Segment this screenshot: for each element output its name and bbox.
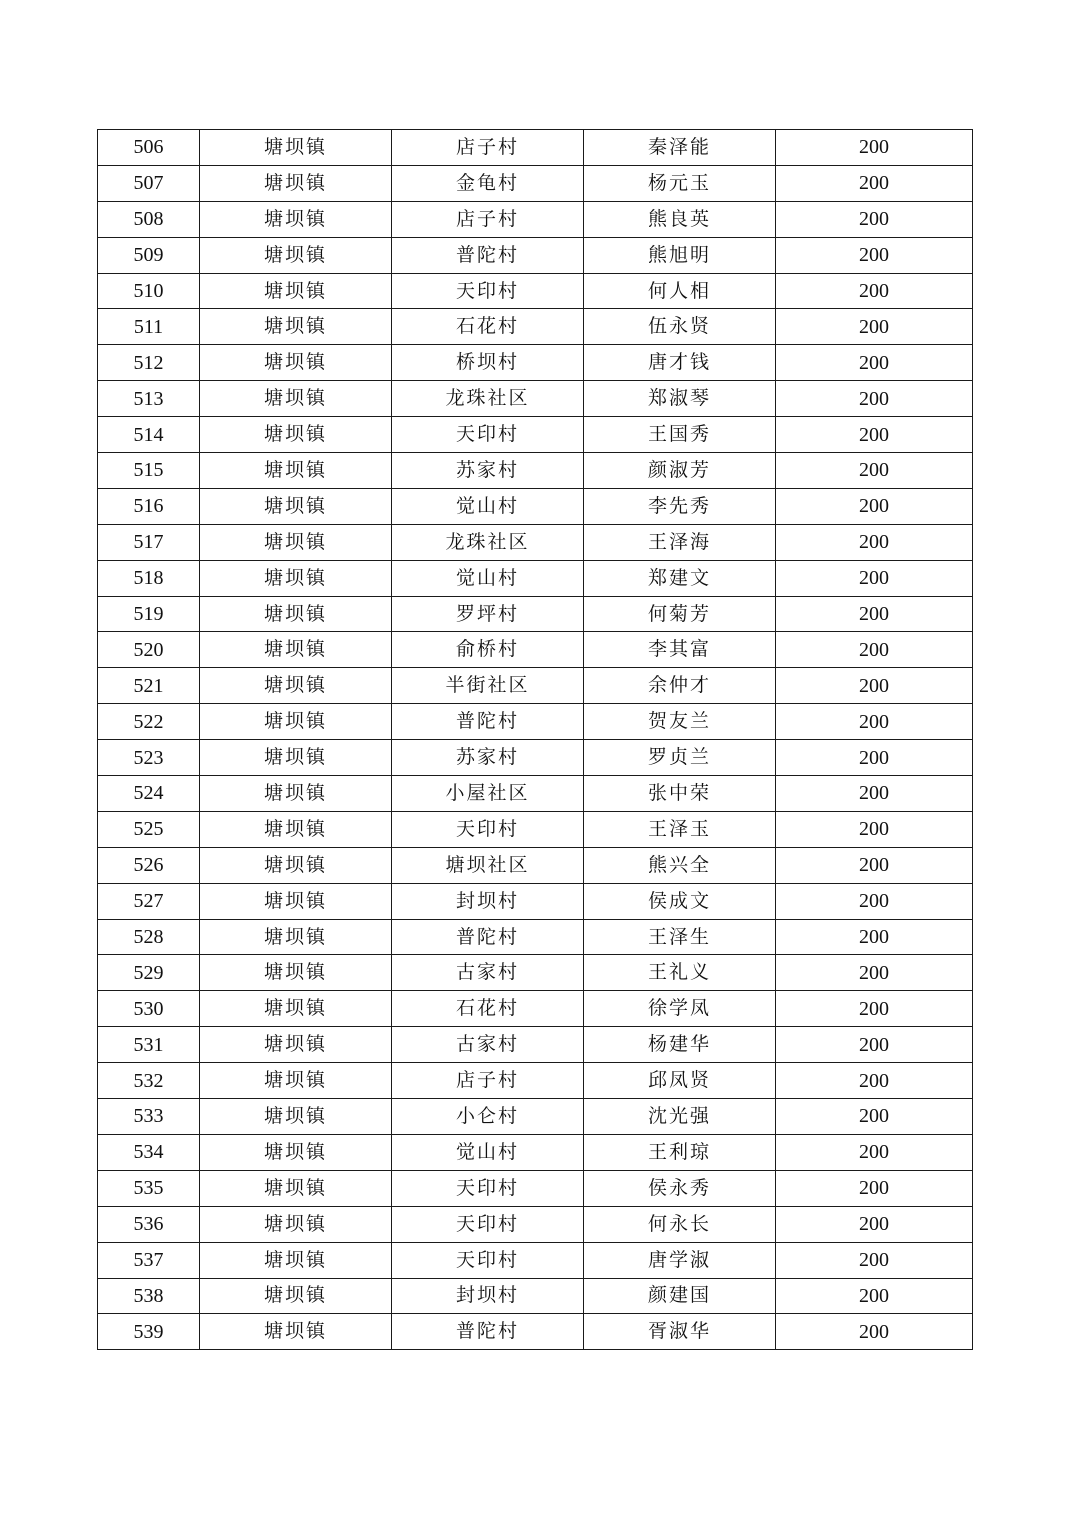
row-index-cell: 524 bbox=[98, 776, 200, 812]
row-index-cell: 508 bbox=[98, 201, 200, 237]
person-name-cell: 沈光强 bbox=[584, 1099, 776, 1135]
table-row bbox=[98, 1314, 973, 1350]
village-cell: 古家村 bbox=[392, 955, 584, 991]
town-cell: 塘坝镇 bbox=[200, 883, 392, 919]
row-index-cell: 528 bbox=[98, 919, 200, 955]
amount-cell: 200 bbox=[776, 309, 973, 345]
table-row bbox=[98, 1027, 973, 1063]
table-row bbox=[98, 668, 973, 704]
row-index-cell: 536 bbox=[98, 1206, 200, 1242]
person-name-cell: 侯成文 bbox=[584, 883, 776, 919]
town-cell: 塘坝镇 bbox=[200, 1170, 392, 1206]
table-row bbox=[98, 596, 973, 632]
person-name-cell: 颜建国 bbox=[584, 1278, 776, 1314]
village-cell: 小仑村 bbox=[392, 1099, 584, 1135]
village-cell: 觉山村 bbox=[392, 488, 584, 524]
village-cell: 天印村 bbox=[392, 1206, 584, 1242]
table-row bbox=[98, 1206, 973, 1242]
table-row bbox=[98, 237, 973, 273]
row-index-cell: 512 bbox=[98, 345, 200, 381]
town-cell: 塘坝镇 bbox=[200, 776, 392, 812]
row-index-cell: 514 bbox=[98, 417, 200, 453]
amount-cell: 200 bbox=[776, 345, 973, 381]
village-cell: 天印村 bbox=[392, 417, 584, 453]
village-cell: 石花村 bbox=[392, 309, 584, 345]
row-index-cell: 522 bbox=[98, 704, 200, 740]
amount-cell: 200 bbox=[776, 668, 973, 704]
table-row bbox=[98, 273, 973, 309]
table-row bbox=[98, 847, 973, 883]
town-cell: 塘坝镇 bbox=[200, 632, 392, 668]
village-cell: 店子村 bbox=[392, 130, 584, 166]
village-cell: 石花村 bbox=[392, 991, 584, 1027]
village-cell: 苏家村 bbox=[392, 453, 584, 489]
amount-cell: 200 bbox=[776, 488, 973, 524]
village-cell: 罗坪村 bbox=[392, 596, 584, 632]
row-index-cell: 506 bbox=[98, 130, 200, 166]
town-cell: 塘坝镇 bbox=[200, 165, 392, 201]
town-cell: 塘坝镇 bbox=[200, 560, 392, 596]
village-cell: 苏家村 bbox=[392, 740, 584, 776]
amount-cell: 200 bbox=[776, 1314, 973, 1350]
row-index-cell: 519 bbox=[98, 596, 200, 632]
village-cell: 金龟村 bbox=[392, 165, 584, 201]
table-row bbox=[98, 740, 973, 776]
amount-cell: 200 bbox=[776, 740, 973, 776]
person-name-cell: 伍永贤 bbox=[584, 309, 776, 345]
row-index-cell: 511 bbox=[98, 309, 200, 345]
row-index-cell: 529 bbox=[98, 955, 200, 991]
row-index-cell: 517 bbox=[98, 524, 200, 560]
town-cell: 塘坝镇 bbox=[200, 453, 392, 489]
table-row bbox=[98, 381, 973, 417]
table-row bbox=[98, 1278, 973, 1314]
table-row bbox=[98, 130, 973, 166]
town-cell: 塘坝镇 bbox=[200, 1099, 392, 1135]
village-cell: 小屋社区 bbox=[392, 776, 584, 812]
person-name-cell: 秦泽能 bbox=[584, 130, 776, 166]
person-name-cell: 王泽海 bbox=[584, 524, 776, 560]
table-row bbox=[98, 1099, 973, 1135]
town-cell: 塘坝镇 bbox=[200, 309, 392, 345]
town-cell: 塘坝镇 bbox=[200, 273, 392, 309]
row-index-cell: 507 bbox=[98, 165, 200, 201]
row-index-cell: 530 bbox=[98, 991, 200, 1027]
amount-cell: 200 bbox=[776, 1063, 973, 1099]
village-cell: 古家村 bbox=[392, 1027, 584, 1063]
amount-cell: 200 bbox=[776, 847, 973, 883]
town-cell: 塘坝镇 bbox=[200, 417, 392, 453]
town-cell: 塘坝镇 bbox=[200, 130, 392, 166]
town-cell: 塘坝镇 bbox=[200, 381, 392, 417]
row-index-cell: 535 bbox=[98, 1170, 200, 1206]
person-name-cell: 王泽玉 bbox=[584, 811, 776, 847]
town-cell: 塘坝镇 bbox=[200, 201, 392, 237]
person-name-cell: 杨元玉 bbox=[584, 165, 776, 201]
row-index-cell: 523 bbox=[98, 740, 200, 776]
person-name-cell: 王利琼 bbox=[584, 1134, 776, 1170]
row-index-cell: 533 bbox=[98, 1099, 200, 1135]
town-cell: 塘坝镇 bbox=[200, 1206, 392, 1242]
row-index-cell: 521 bbox=[98, 668, 200, 704]
town-cell: 塘坝镇 bbox=[200, 488, 392, 524]
amount-cell: 200 bbox=[776, 883, 973, 919]
amount-cell: 200 bbox=[776, 955, 973, 991]
table-row bbox=[98, 488, 973, 524]
person-name-cell: 徐学凤 bbox=[584, 991, 776, 1027]
table-row bbox=[98, 417, 973, 453]
person-name-cell: 唐才钱 bbox=[584, 345, 776, 381]
village-cell: 封坝村 bbox=[392, 883, 584, 919]
village-cell: 塘坝社区 bbox=[392, 847, 584, 883]
amount-cell: 200 bbox=[776, 632, 973, 668]
town-cell: 塘坝镇 bbox=[200, 1063, 392, 1099]
table-row bbox=[98, 955, 973, 991]
town-cell: 塘坝镇 bbox=[200, 811, 392, 847]
row-index-cell: 515 bbox=[98, 453, 200, 489]
amount-cell: 200 bbox=[776, 165, 973, 201]
person-name-cell: 唐学淑 bbox=[584, 1242, 776, 1278]
table-row bbox=[98, 1170, 973, 1206]
amount-cell: 200 bbox=[776, 991, 973, 1027]
table-row bbox=[98, 560, 973, 596]
row-index-cell: 518 bbox=[98, 560, 200, 596]
amount-cell: 200 bbox=[776, 1206, 973, 1242]
person-name-cell: 郑淑琴 bbox=[584, 381, 776, 417]
table-row bbox=[98, 309, 973, 345]
town-cell: 塘坝镇 bbox=[200, 596, 392, 632]
village-cell: 俞桥村 bbox=[392, 632, 584, 668]
amount-cell: 200 bbox=[776, 381, 973, 417]
village-cell: 店子村 bbox=[392, 201, 584, 237]
village-cell: 店子村 bbox=[392, 1063, 584, 1099]
village-cell: 天印村 bbox=[392, 1242, 584, 1278]
person-name-cell: 邱凤贤 bbox=[584, 1063, 776, 1099]
village-cell: 桥坝村 bbox=[392, 345, 584, 381]
table-row bbox=[98, 201, 973, 237]
town-cell: 塘坝镇 bbox=[200, 1314, 392, 1350]
town-cell: 塘坝镇 bbox=[200, 919, 392, 955]
person-name-cell: 何永长 bbox=[584, 1206, 776, 1242]
amount-cell: 200 bbox=[776, 524, 973, 560]
amount-cell: 200 bbox=[776, 201, 973, 237]
person-name-cell: 张中荣 bbox=[584, 776, 776, 812]
table-row bbox=[98, 883, 973, 919]
row-index-cell: 509 bbox=[98, 237, 200, 273]
person-name-cell: 王泽生 bbox=[584, 919, 776, 955]
person-name-cell: 杨建华 bbox=[584, 1027, 776, 1063]
row-index-cell: 537 bbox=[98, 1242, 200, 1278]
amount-cell: 200 bbox=[776, 1170, 973, 1206]
amount-cell: 200 bbox=[776, 1278, 973, 1314]
table-row bbox=[98, 991, 973, 1027]
town-cell: 塘坝镇 bbox=[200, 345, 392, 381]
amount-cell: 200 bbox=[776, 1242, 973, 1278]
table-row bbox=[98, 1063, 973, 1099]
table-row bbox=[98, 524, 973, 560]
village-cell: 龙珠社区 bbox=[392, 381, 584, 417]
amount-cell: 200 bbox=[776, 704, 973, 740]
town-cell: 塘坝镇 bbox=[200, 1278, 392, 1314]
village-cell: 普陀村 bbox=[392, 704, 584, 740]
person-name-cell: 侯永秀 bbox=[584, 1170, 776, 1206]
town-cell: 塘坝镇 bbox=[200, 847, 392, 883]
person-name-cell: 余仲才 bbox=[584, 668, 776, 704]
row-index-cell: 510 bbox=[98, 273, 200, 309]
table-row bbox=[98, 453, 973, 489]
amount-cell: 200 bbox=[776, 919, 973, 955]
table-row bbox=[98, 632, 973, 668]
amount-cell: 200 bbox=[776, 130, 973, 166]
town-cell: 塘坝镇 bbox=[200, 237, 392, 273]
amount-cell: 200 bbox=[776, 1134, 973, 1170]
amount-cell: 200 bbox=[776, 560, 973, 596]
person-name-cell: 颜淑芳 bbox=[584, 453, 776, 489]
row-index-cell: 527 bbox=[98, 883, 200, 919]
amount-cell: 200 bbox=[776, 776, 973, 812]
town-cell: 塘坝镇 bbox=[200, 1027, 392, 1063]
village-cell: 普陀村 bbox=[392, 919, 584, 955]
person-name-cell: 熊良英 bbox=[584, 201, 776, 237]
table-row bbox=[98, 919, 973, 955]
town-cell: 塘坝镇 bbox=[200, 1242, 392, 1278]
amount-cell: 200 bbox=[776, 811, 973, 847]
town-cell: 塘坝镇 bbox=[200, 524, 392, 560]
village-cell: 龙珠社区 bbox=[392, 524, 584, 560]
village-cell: 普陀村 bbox=[392, 237, 584, 273]
person-name-cell: 熊旭明 bbox=[584, 237, 776, 273]
person-name-cell: 王礼义 bbox=[584, 955, 776, 991]
person-name-cell: 熊兴全 bbox=[584, 847, 776, 883]
row-index-cell: 532 bbox=[98, 1063, 200, 1099]
village-cell: 天印村 bbox=[392, 273, 584, 309]
amount-cell: 200 bbox=[776, 596, 973, 632]
amount-cell: 200 bbox=[776, 417, 973, 453]
row-index-cell: 538 bbox=[98, 1278, 200, 1314]
person-name-cell: 何菊芳 bbox=[584, 596, 776, 632]
town-cell: 塘坝镇 bbox=[200, 740, 392, 776]
table-row bbox=[98, 165, 973, 201]
person-name-cell: 何人相 bbox=[584, 273, 776, 309]
amount-cell: 200 bbox=[776, 1027, 973, 1063]
town-cell: 塘坝镇 bbox=[200, 955, 392, 991]
person-name-cell: 李先秀 bbox=[584, 488, 776, 524]
village-cell: 天印村 bbox=[392, 1170, 584, 1206]
row-index-cell: 526 bbox=[98, 847, 200, 883]
person-name-cell: 王国秀 bbox=[584, 417, 776, 453]
table-row bbox=[98, 1242, 973, 1278]
village-cell: 觉山村 bbox=[392, 560, 584, 596]
village-cell: 天印村 bbox=[392, 811, 584, 847]
village-cell: 半街社区 bbox=[392, 668, 584, 704]
table-row bbox=[98, 1134, 973, 1170]
village-cell: 觉山村 bbox=[392, 1134, 584, 1170]
village-cell: 封坝村 bbox=[392, 1278, 584, 1314]
amount-cell: 200 bbox=[776, 453, 973, 489]
table-row bbox=[98, 704, 973, 740]
amount-cell: 200 bbox=[776, 1099, 973, 1135]
row-index-cell: 531 bbox=[98, 1027, 200, 1063]
row-index-cell: 525 bbox=[98, 811, 200, 847]
village-cell: 普陀村 bbox=[392, 1314, 584, 1350]
person-name-cell: 李其富 bbox=[584, 632, 776, 668]
amount-cell: 200 bbox=[776, 273, 973, 309]
row-index-cell: 516 bbox=[98, 488, 200, 524]
table-row bbox=[98, 345, 973, 381]
person-name-cell: 罗贞兰 bbox=[584, 740, 776, 776]
person-name-cell: 郑建文 bbox=[584, 560, 776, 596]
roster-table bbox=[97, 129, 973, 1350]
town-cell: 塘坝镇 bbox=[200, 704, 392, 740]
row-index-cell: 513 bbox=[98, 381, 200, 417]
person-name-cell: 贺友兰 bbox=[584, 704, 776, 740]
town-cell: 塘坝镇 bbox=[200, 991, 392, 1027]
amount-cell: 200 bbox=[776, 237, 973, 273]
row-index-cell: 520 bbox=[98, 632, 200, 668]
town-cell: 塘坝镇 bbox=[200, 1134, 392, 1170]
row-index-cell: 534 bbox=[98, 1134, 200, 1170]
town-cell: 塘坝镇 bbox=[200, 668, 392, 704]
roster-table-body bbox=[98, 130, 973, 1350]
table-row bbox=[98, 811, 973, 847]
row-index-cell: 539 bbox=[98, 1314, 200, 1350]
person-name-cell: 胥淑华 bbox=[584, 1314, 776, 1350]
table-row bbox=[98, 776, 973, 812]
